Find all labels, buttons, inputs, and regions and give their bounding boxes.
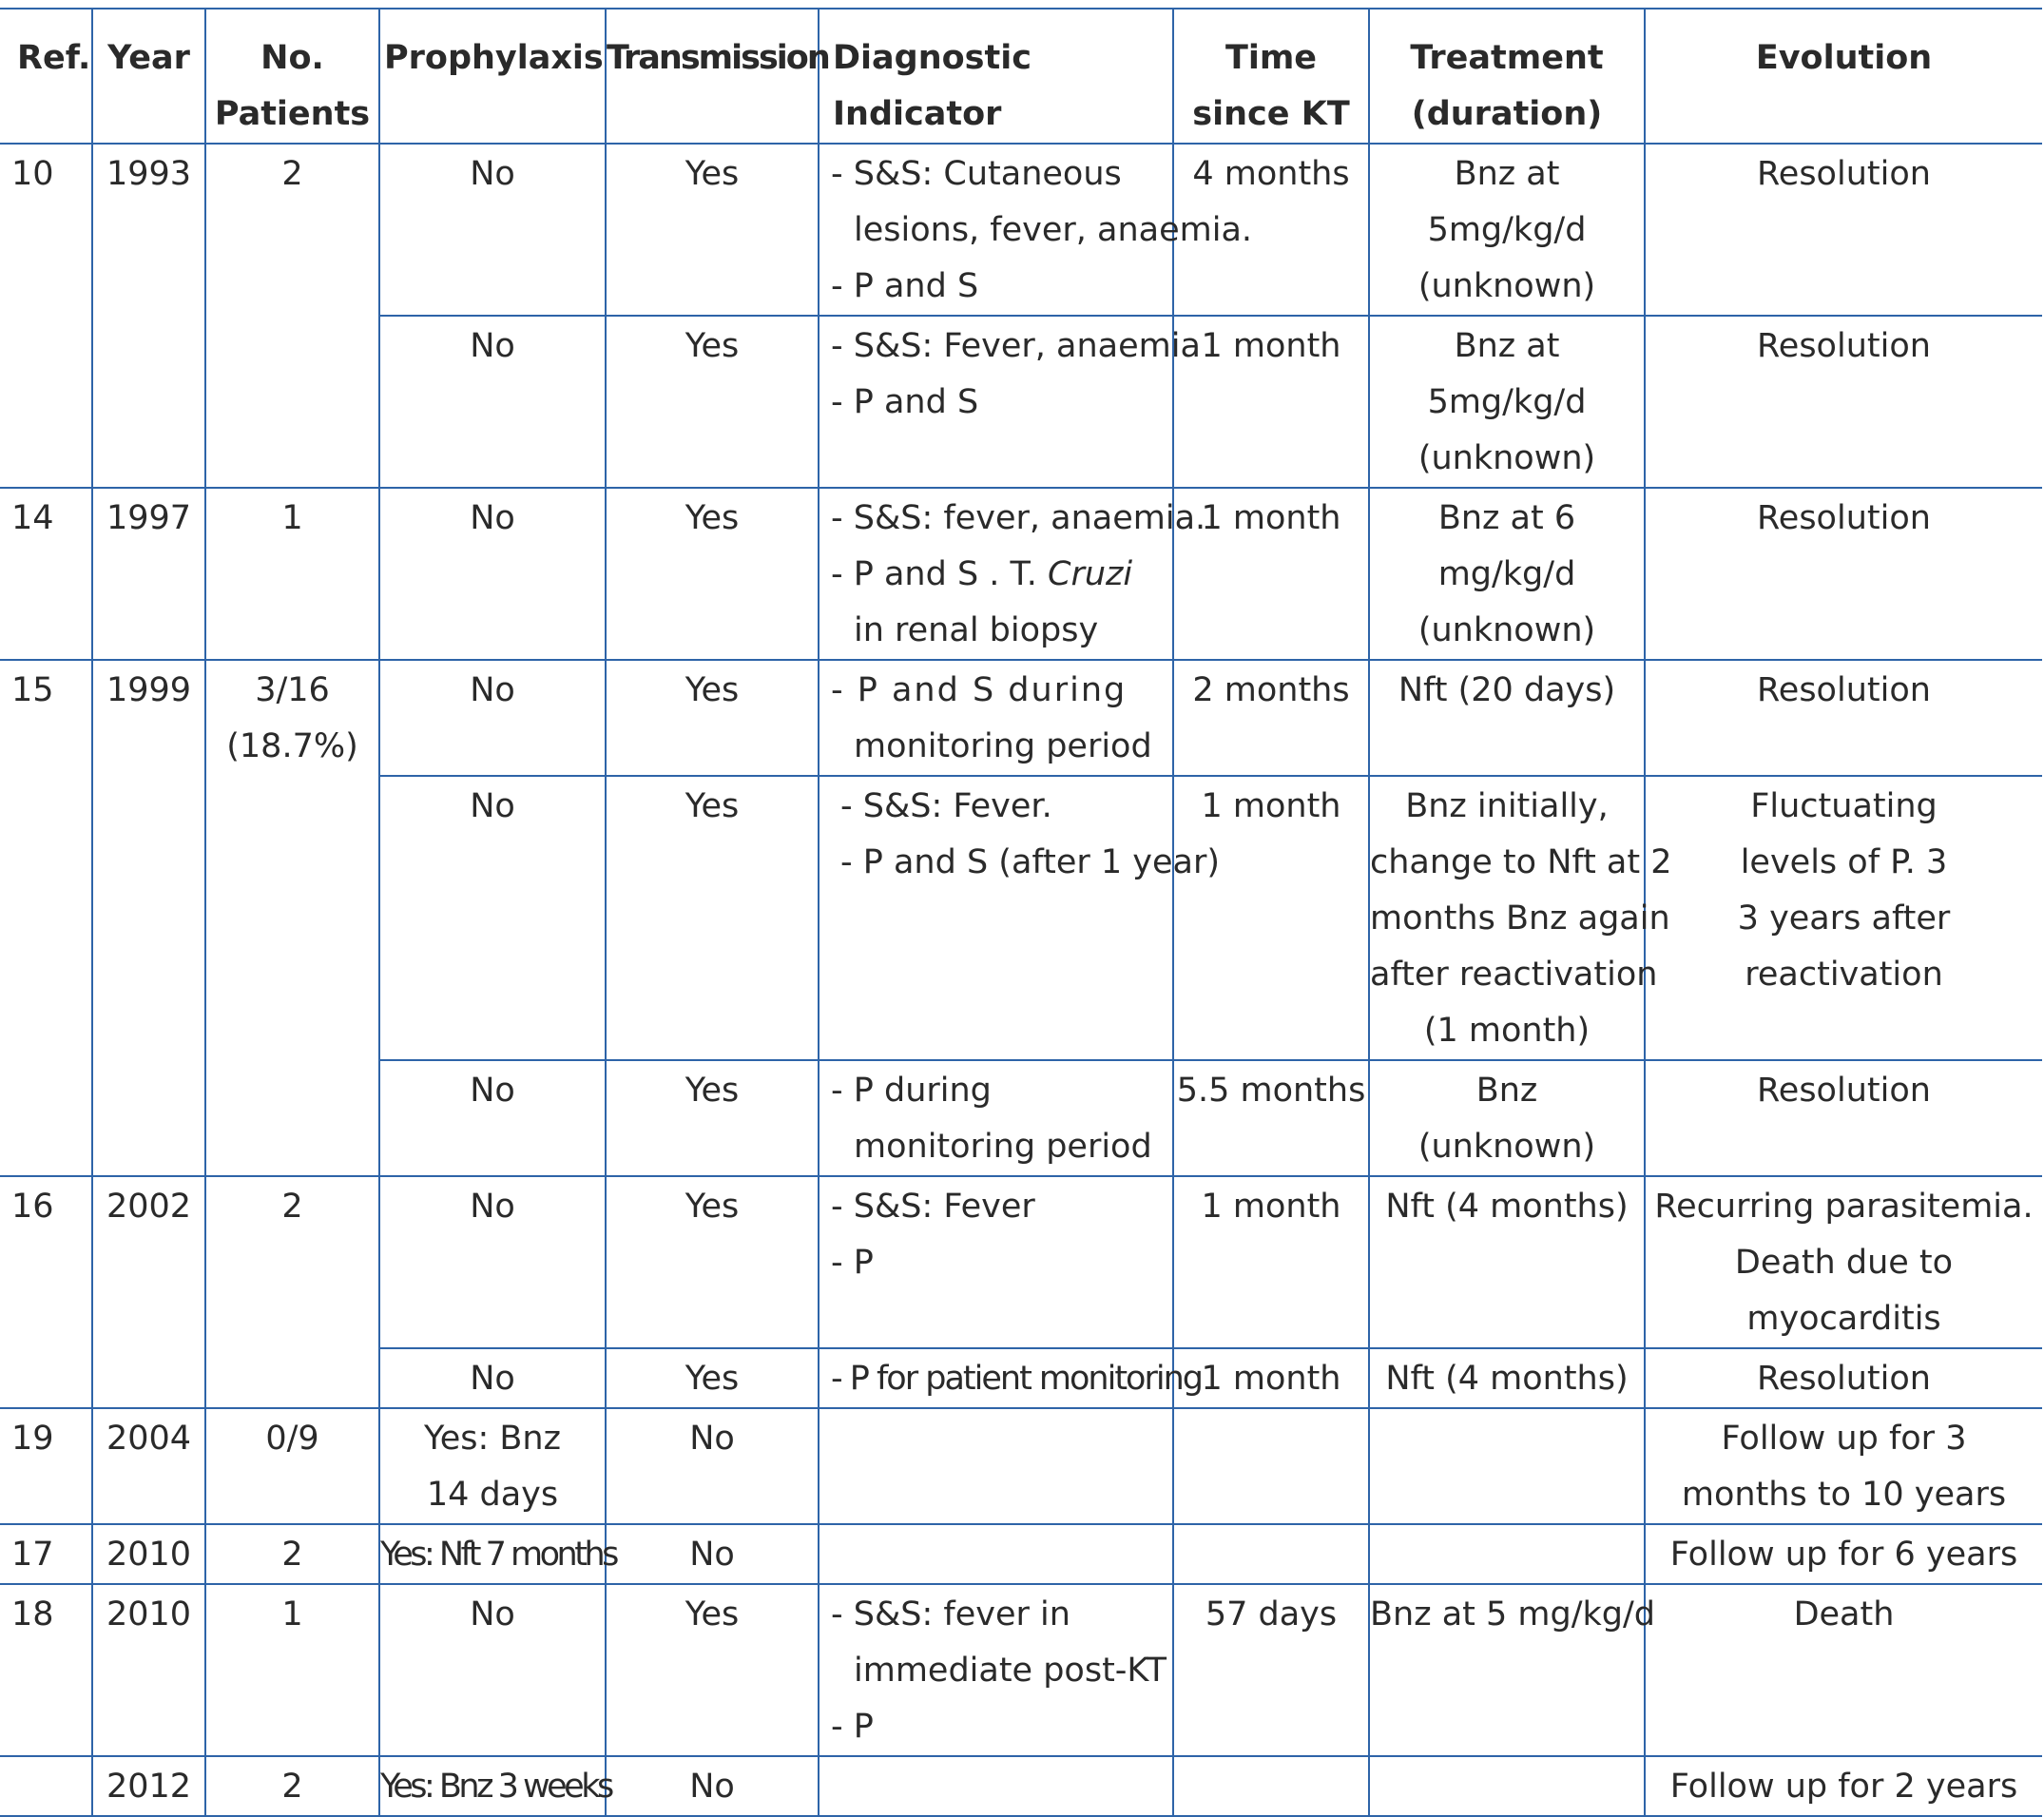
header-diagnostic: Diagnostic Indicator (819, 9, 1173, 144)
cell-prophylaxis: No (379, 776, 606, 1060)
cell-transmission: Yes (606, 1060, 819, 1176)
header-ref: Ref. (0, 9, 92, 144)
header-time: Time since KT (1173, 9, 1369, 144)
cell-treatment: Nft (4 months) (1369, 1176, 1645, 1348)
cell-transmission: Yes (606, 1176, 819, 1348)
cell-transmission: Yes (606, 1584, 819, 1756)
cell-evolution: Resolution (1645, 316, 2042, 488)
cell-treatment (1369, 1756, 1645, 1816)
cell-time: 57 days (1173, 1584, 1369, 1756)
cell-evolution: Follow up for 2 years (1645, 1756, 2042, 1816)
cell-treatment: Bnz (unknown) (1369, 1060, 1645, 1176)
cell-evolution: Resolution (1645, 144, 2042, 316)
cell-ref: 14 (0, 488, 92, 660)
cell-ref: 18 (0, 1584, 92, 1756)
cell-ref: 19 (0, 1408, 92, 1524)
cell-treatment: Bnz at 6 mg/kg/d (unknown) (1369, 488, 1645, 660)
cell-evolution: Death (1645, 1584, 2042, 1756)
cell-patients: 2 (205, 1176, 379, 1408)
cell-year: 2012 (92, 1756, 205, 1816)
cell-diagnostic: - S&S: Fever, anaemia - P and S (819, 316, 1173, 488)
cell-prophylaxis: No (379, 488, 606, 660)
cell-transmission: Yes (606, 488, 819, 660)
cell-evolution: Follow up for 3 months to 10 years (1645, 1408, 2042, 1524)
table-row (0, 1176, 2042, 1348)
cell-ref: 16 (0, 1176, 92, 1408)
cell-diagnostic: - P and S during monitoring period (819, 660, 1173, 776)
cell-prophylaxis: Yes: Nft 7 months (379, 1524, 606, 1584)
cell-treatment: Bnz at 5mg/kg/d (unknown) (1369, 144, 1645, 316)
cell-patients: 2 (205, 1756, 379, 1816)
cell-time: 2 months (1173, 660, 1369, 776)
cell-time: 1 month (1173, 316, 1369, 488)
cell-ref: 10 (0, 144, 92, 488)
cell-prophylaxis: No (379, 1584, 606, 1756)
cell-diagnostic: - S&S: Fever. - P and S (after 1 year) (819, 776, 1173, 1060)
cell-evolution: Fluctuating levels of P. 3 3 years after reactivation (1645, 776, 2042, 1060)
cell-diagnostic: - S&S: fever, anaemia. - P and S . T. Cruzi in renal biopsy (819, 488, 1173, 660)
cell-treatment: Nft (4 months) (1369, 1348, 1645, 1408)
cell-evolution: Resolution (1645, 1348, 2042, 1408)
cell-year: 1993 (92, 144, 205, 488)
cell-patients: 1 (205, 1584, 379, 1756)
header-row (0, 9, 2042, 144)
cell-transmission: Yes (606, 1348, 819, 1408)
cell-treatment: Bnz at 5 mg/kg/d (1369, 1584, 1645, 1756)
cell-prophylaxis: No (379, 316, 606, 488)
cell-transmission: Yes (606, 144, 819, 316)
cell-prophylaxis: No (379, 660, 606, 776)
cell-time (1173, 1524, 1369, 1584)
cell-prophylaxis: No (379, 1176, 606, 1348)
cell-year: 2002 (92, 1176, 205, 1408)
header-evolution: Evolution (1645, 9, 2042, 144)
cell-year: 2004 (92, 1408, 205, 1524)
cell-prophylaxis: No (379, 1060, 606, 1176)
cell-ref: 17 (0, 1524, 92, 1584)
header-prophylaxis: Prophylaxis (379, 9, 606, 144)
cell-patients: 2 (205, 1524, 379, 1584)
cell-prophylaxis: Yes: Bnz 14 days (379, 1408, 606, 1524)
cell-transmission: Yes (606, 776, 819, 1060)
header-transmission: Transmission (606, 9, 819, 144)
cell-transmission: Yes (606, 316, 819, 488)
table-row (0, 144, 2042, 316)
cell-time: 1 month (1173, 1348, 1369, 1408)
table-row (0, 488, 2042, 660)
cell-year: 2010 (92, 1584, 205, 1756)
cell-transmission: No (606, 1524, 819, 1584)
cell-transmission: Yes (606, 660, 819, 776)
cell-time: 1 month (1173, 1176, 1369, 1348)
cell-diagnostic: - S&S: fever in immediate post-KT - P (819, 1584, 1173, 1756)
cell-evolution: Recurring parasitemia. Death due to myocarditis (1645, 1176, 2042, 1348)
cell-treatment: Nft (20 days) (1369, 660, 1645, 776)
header-year: Year (92, 9, 205, 144)
cell-time (1173, 1756, 1369, 1816)
cell-time: 4 months (1173, 144, 1369, 316)
table-row (0, 1408, 2042, 1524)
table-body (0, 144, 2042, 1816)
cell-year: 2010 (92, 1524, 205, 1584)
cell-evolution: Follow up for 6 years (1645, 1524, 2042, 1584)
cell-treatment: Bnz at 5mg/kg/d (unknown) (1369, 316, 1645, 488)
cell-patients: 2 (205, 144, 379, 488)
cell-time: 1 month (1173, 776, 1369, 1060)
cell-treatment (1369, 1524, 1645, 1584)
cell-patients: 3/16 (18.7%) (205, 660, 379, 1176)
cell-transmission: No (606, 1408, 819, 1524)
header-patients: No. Patients (205, 9, 379, 144)
cell-treatment (1369, 1408, 1645, 1524)
table-row (0, 1584, 2042, 1756)
table-container (0, 8, 2044, 1817)
cell-patients: 1 (205, 488, 379, 660)
cell-evolution: Resolution (1645, 660, 2042, 776)
cell-diagnostic (819, 1756, 1173, 1816)
cell-diagnostic (819, 1524, 1173, 1584)
cell-evolution: Resolution (1645, 488, 2042, 660)
cell-ref (0, 1756, 92, 1816)
cell-prophylaxis: Yes: Bnz 3 weeks (379, 1756, 606, 1816)
table-row (0, 1524, 2042, 1584)
cell-ref: 15 (0, 660, 92, 1176)
cell-diagnostic: - S&S: Fever - P (819, 1176, 1173, 1348)
cell-year: 1997 (92, 488, 205, 660)
cell-time (1173, 1408, 1369, 1524)
case-reports-table (0, 8, 2042, 1817)
cell-treatment: Bnz initially, change to Nft at 2 months Bnz again after reactivation (1 month) (1369, 776, 1645, 1060)
cell-prophylaxis: No (379, 144, 606, 316)
cell-time: 1 month (1173, 488, 1369, 660)
cell-transmission: No (606, 1756, 819, 1816)
cell-diagnostic (819, 1408, 1173, 1524)
cell-year: 1999 (92, 660, 205, 1176)
cell-diagnostic: - S&S: Cutaneous lesions, fever, anaemia. - P and S (819, 144, 1173, 316)
cell-patients: 0/9 (205, 1408, 379, 1524)
cell-evolution: Resolution (1645, 1060, 2042, 1176)
table-header (0, 9, 2042, 144)
cell-prophylaxis: No (379, 1348, 606, 1408)
header-treatment: Treatment (duration) (1369, 9, 1645, 144)
cell-diagnostic: - P for patient monitoring (819, 1348, 1173, 1408)
table-row (0, 1756, 2042, 1816)
cell-diagnostic: - P during monitoring period (819, 1060, 1173, 1176)
cell-time: 5.5 months (1173, 1060, 1369, 1176)
table-row (0, 660, 2042, 776)
